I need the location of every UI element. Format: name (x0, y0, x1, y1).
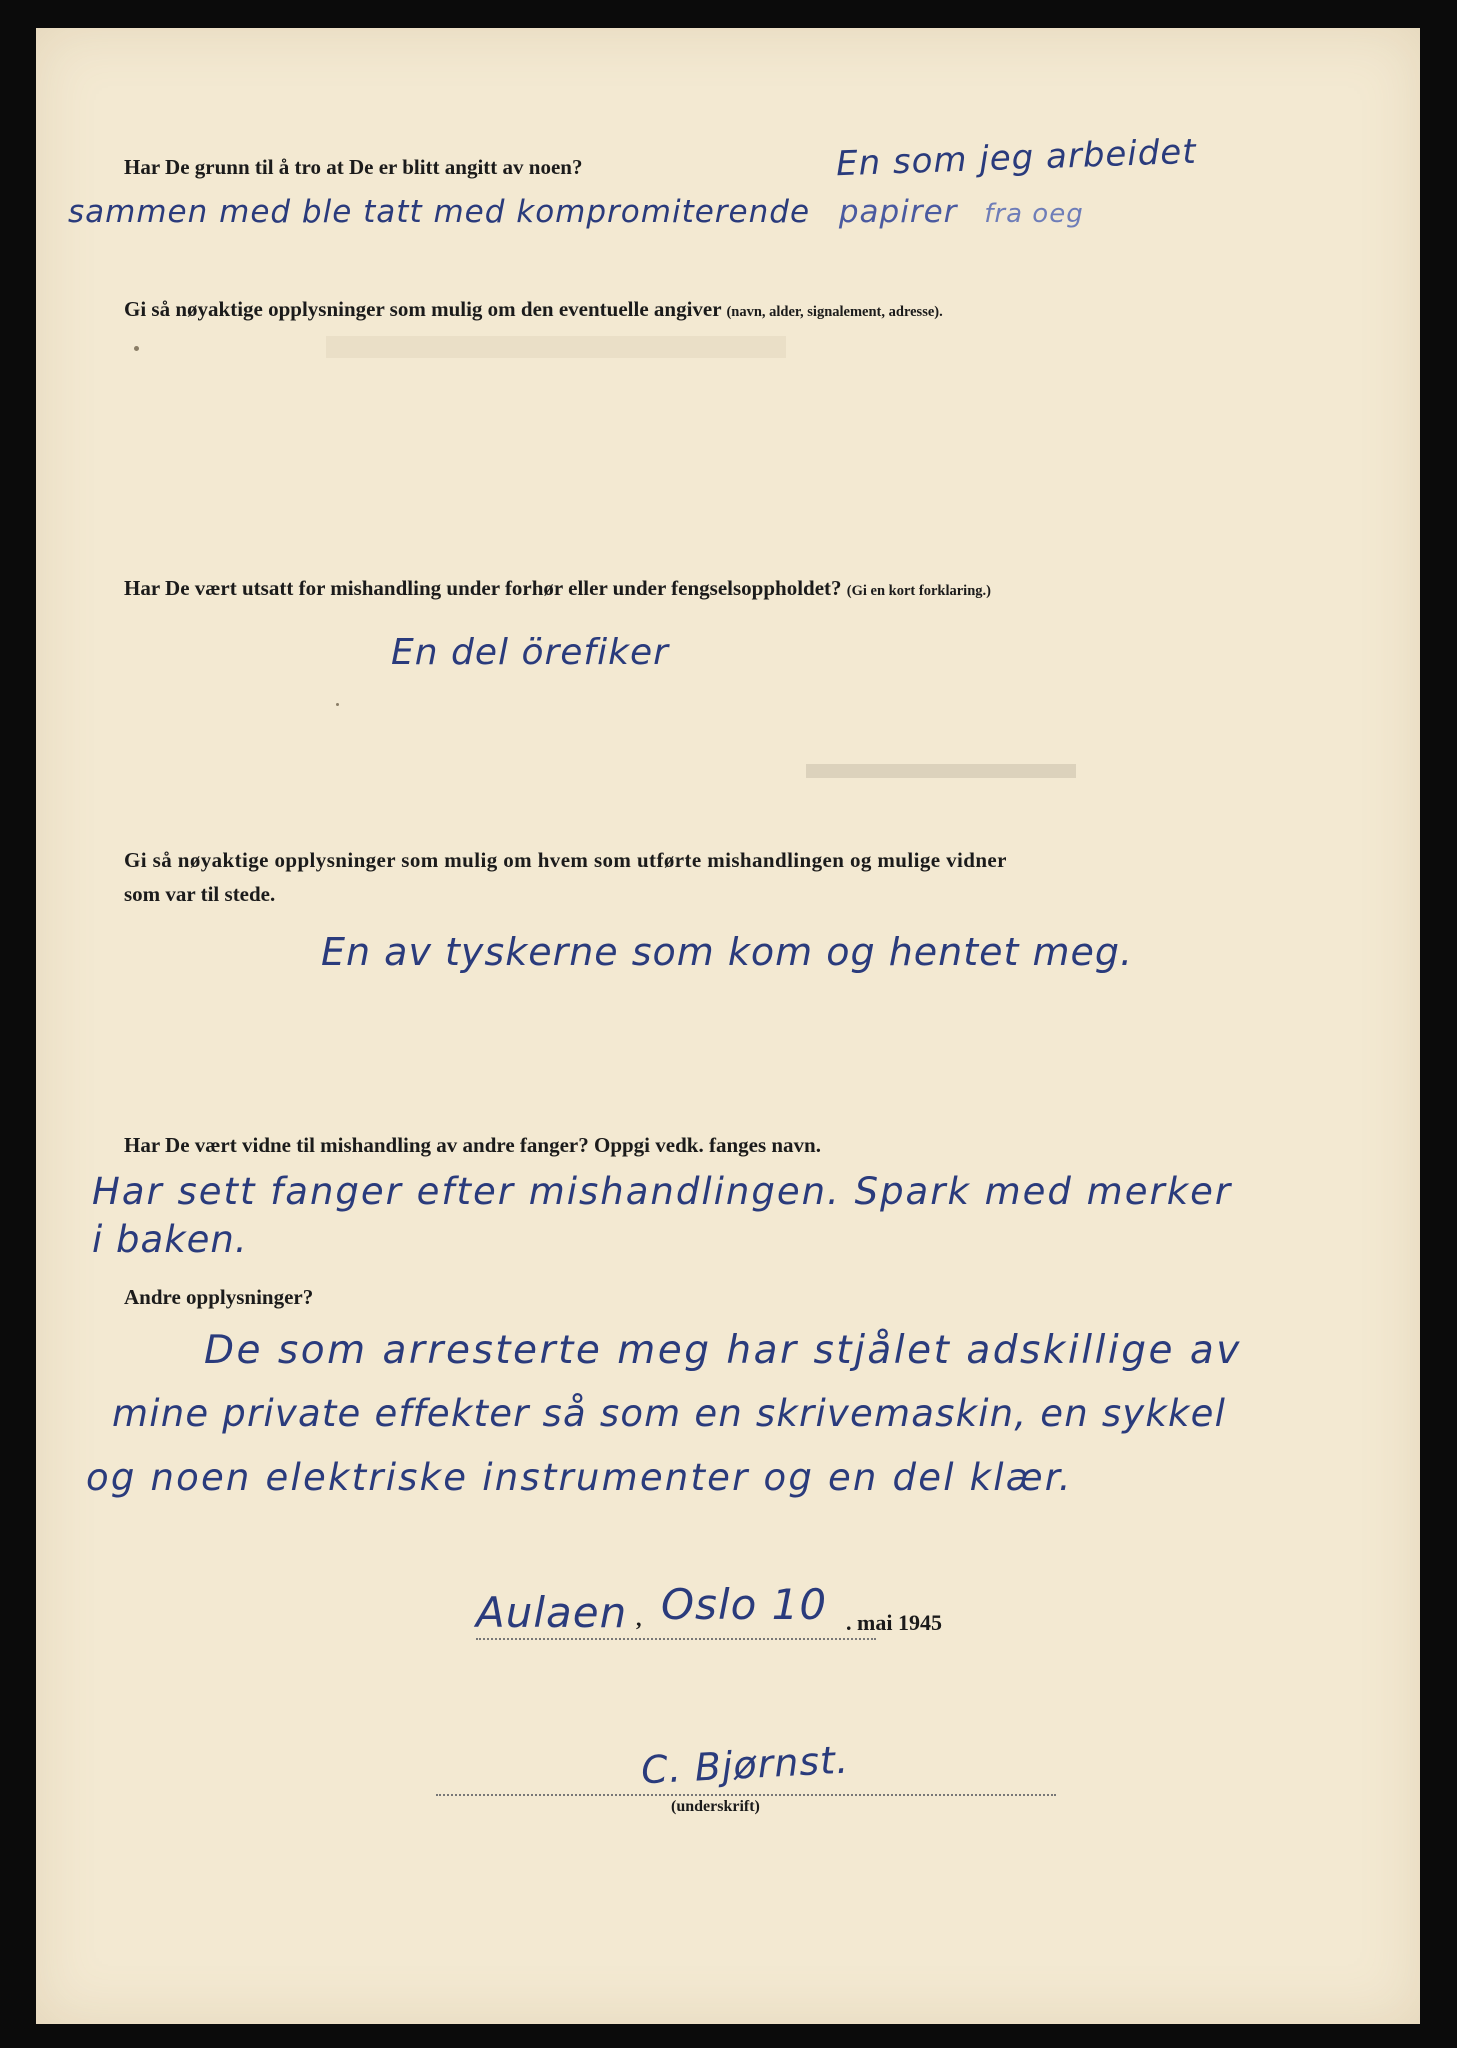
answer-witness-line2: i baken. (92, 1218, 248, 1261)
place-comma: , (636, 1606, 642, 1631)
answer-denounced-line1: En som jeg arbeidet (835, 131, 1198, 185)
question-label: Har De vært vidne til mishandling av andre fanger? Oppgi vedk. fanges navn. (124, 1133, 821, 1157)
question-informer-details (124, 292, 943, 329)
question-other-info (124, 1280, 313, 1314)
place-handwritten: Aulaen (476, 1588, 628, 1637)
question-denounced (124, 150, 582, 184)
question-label: Gi så nøyaktige opplysninger som mulig om den eventuelle angiver (124, 297, 722, 321)
question-witness (124, 1128, 821, 1162)
question-label-line2: som var til stede. (124, 882, 276, 906)
question-label: Andre opplysninger? (124, 1285, 314, 1309)
bleed-through-mark (326, 336, 786, 358)
answer-mistreatment: En del örefiker (391, 632, 669, 673)
answer-other-line1: De som arresterte meg har stjålet adskillige av (204, 1328, 1242, 1373)
signature-dotted-line (436, 1794, 1056, 1796)
question-hint: (navn, alder, signalement, adresse). (726, 304, 943, 320)
signature-handwritten: C. Bjørnst. (639, 1737, 851, 1793)
ink-speck (134, 346, 139, 351)
question-label: Har De vært utsatt for mishandling under forhør eller under fengselsoppholdet? (124, 576, 842, 600)
question-mistreatment (124, 571, 991, 608)
question-hint: (Gi en kort forklaring.) (846, 583, 991, 599)
question-perpetrator (124, 843, 1364, 911)
city-day-handwritten: Oslo 10 (661, 1580, 828, 1629)
answer-witness-line1: Har sett fanger efter mishandlingen. Spark med merker (92, 1170, 1233, 1213)
place-dotted-line (476, 1638, 876, 1640)
bleed-through-mark (806, 764, 1076, 778)
form-page (36, 28, 1420, 2024)
answer-other-line3: og noen elektriske instrumenter og en del klær. (86, 1456, 1073, 1499)
question-label-line1: Gi så nøyaktige opplysninger som mulig om hvem som utførte mishandlingen og mulige vidner (124, 848, 1007, 872)
signature-label: (underskrift) (671, 1798, 760, 1815)
answer-other-line2: mine private effekter så som en skrivemaskin, en sykkel (112, 1392, 1227, 1435)
ink-speck (336, 703, 339, 706)
answer-denounced-line2: sammen med ble tatt med kompromiterende papirer fra oeg (68, 194, 1084, 230)
question-label: Har De grunn til å tro at De er blitt angitt av noen? (124, 155, 583, 179)
date-printed: . mai 1945 (846, 1610, 942, 1635)
answer-perpetrator: En av tyskerne som kom og hentet meg. (321, 930, 1134, 974)
